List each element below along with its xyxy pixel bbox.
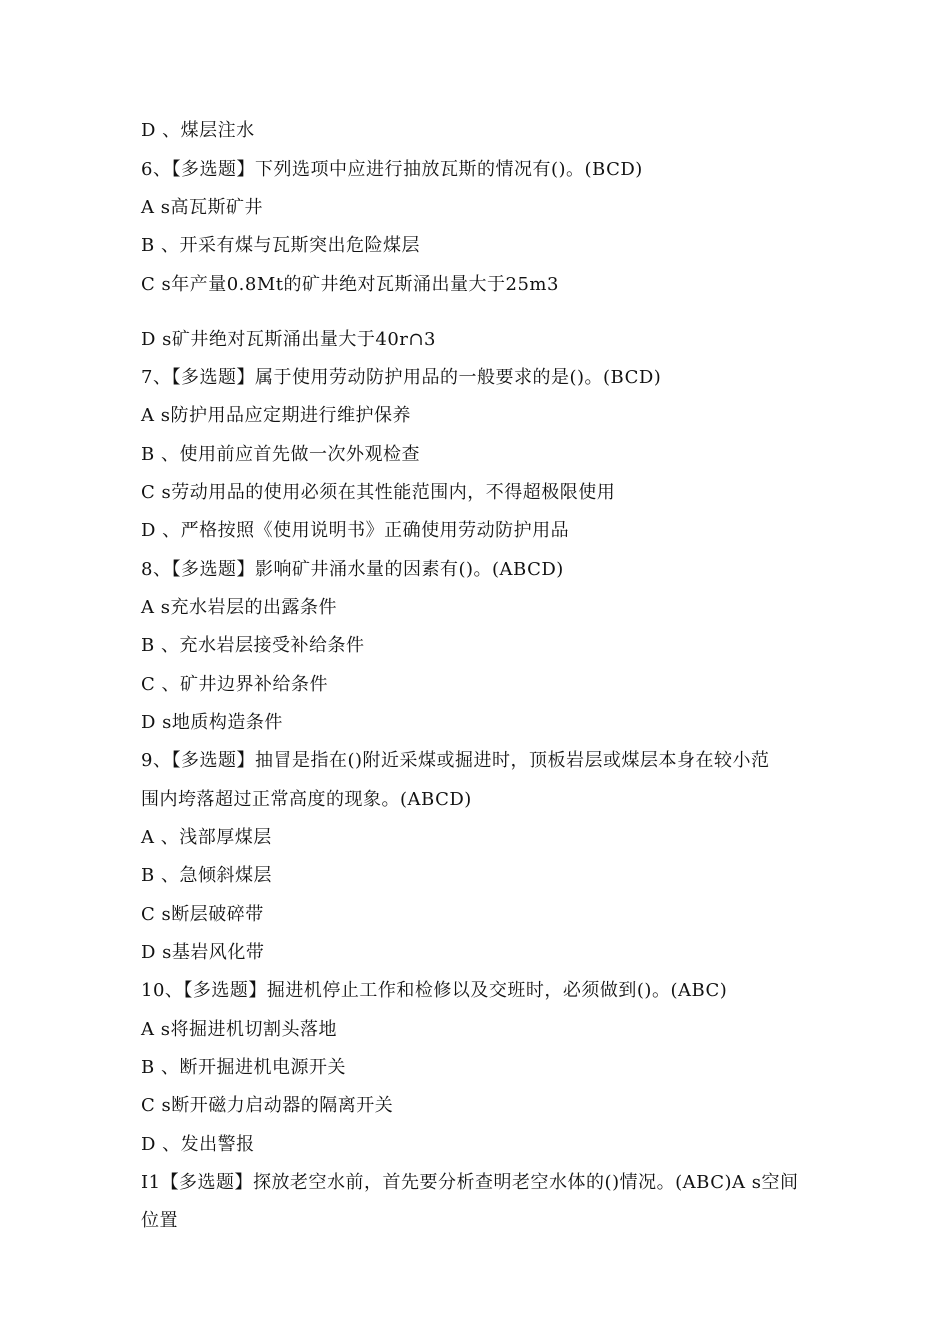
option-line: C s断层破碎带 xyxy=(141,904,264,925)
question-line-continued: 围内垮落超过正常高度的现象。(ABCD) xyxy=(141,789,472,810)
option-line: A s防护用品应定期进行维护保养 xyxy=(141,405,411,426)
question-line: 6、【多选题】下列选项中应进行抽放瓦斯的情况有()。(BCD) xyxy=(141,159,643,180)
option-line: D s地质构造条件 xyxy=(141,712,283,733)
option-line: C s断开磁力启动器的隔离开关 xyxy=(141,1095,394,1116)
option-line: C s年产量0.8Mt的矿井绝对瓦斯涌出量大于25m3 xyxy=(141,274,559,295)
question-line: 9、【多选题】抽冒是指在()附近采煤或掘进时，顶板岩层或煤层本身在较小范 xyxy=(141,750,770,771)
option-line: B 、使用前应首先做一次外观检查 xyxy=(141,444,420,465)
option-line: B 、开采有煤与瓦斯突出危险煤层 xyxy=(141,235,420,256)
option-line: B 、断开掘进机电源开关 xyxy=(141,1057,346,1078)
question-line-continued: 位置 xyxy=(141,1210,178,1231)
option-line: D 、严格按照《使用说明书》正确使用劳动防护用品 xyxy=(141,520,570,541)
question-line: 10、【多选题】掘进机停止工作和检修以及交班时，必须做到()。(ABC) xyxy=(141,980,728,1001)
option-line: B 、急倾斜煤层 xyxy=(141,865,272,886)
option-line: D 、煤层注水 xyxy=(141,120,255,141)
option-line: B 、充水岩层接受补给条件 xyxy=(141,635,365,656)
option-line: C 、矿井边界补给条件 xyxy=(141,674,328,695)
option-line: A s高瓦斯矿井 xyxy=(141,197,263,218)
option-line: A 、浅部厚煤层 xyxy=(141,827,272,848)
option-line: D 、发出警报 xyxy=(141,1134,255,1155)
question-line: 8、【多选题】影响矿井涌水量的因素有()。(ABCD) xyxy=(141,559,564,580)
question-line: 7、【多选题】属于使用劳动防护用品的一般要求的是()。(BCD) xyxy=(141,367,662,388)
option-line: A s充水岩层的出露条件 xyxy=(141,597,337,618)
option-line: D s矿井绝对瓦斯涌出量大于40r∩3 xyxy=(141,329,436,350)
question-line: I1【多选题】探放老空水前，首先要分析查明老空水体的()情况。(ABC)A s空间 xyxy=(141,1172,799,1193)
option-line: D s基岩风化带 xyxy=(141,942,265,963)
option-line: C s劳动用品的使用必须在其性能范围内，不得超极限使用 xyxy=(141,482,616,503)
option-line: A s将掘进机切割头落地 xyxy=(141,1019,337,1040)
